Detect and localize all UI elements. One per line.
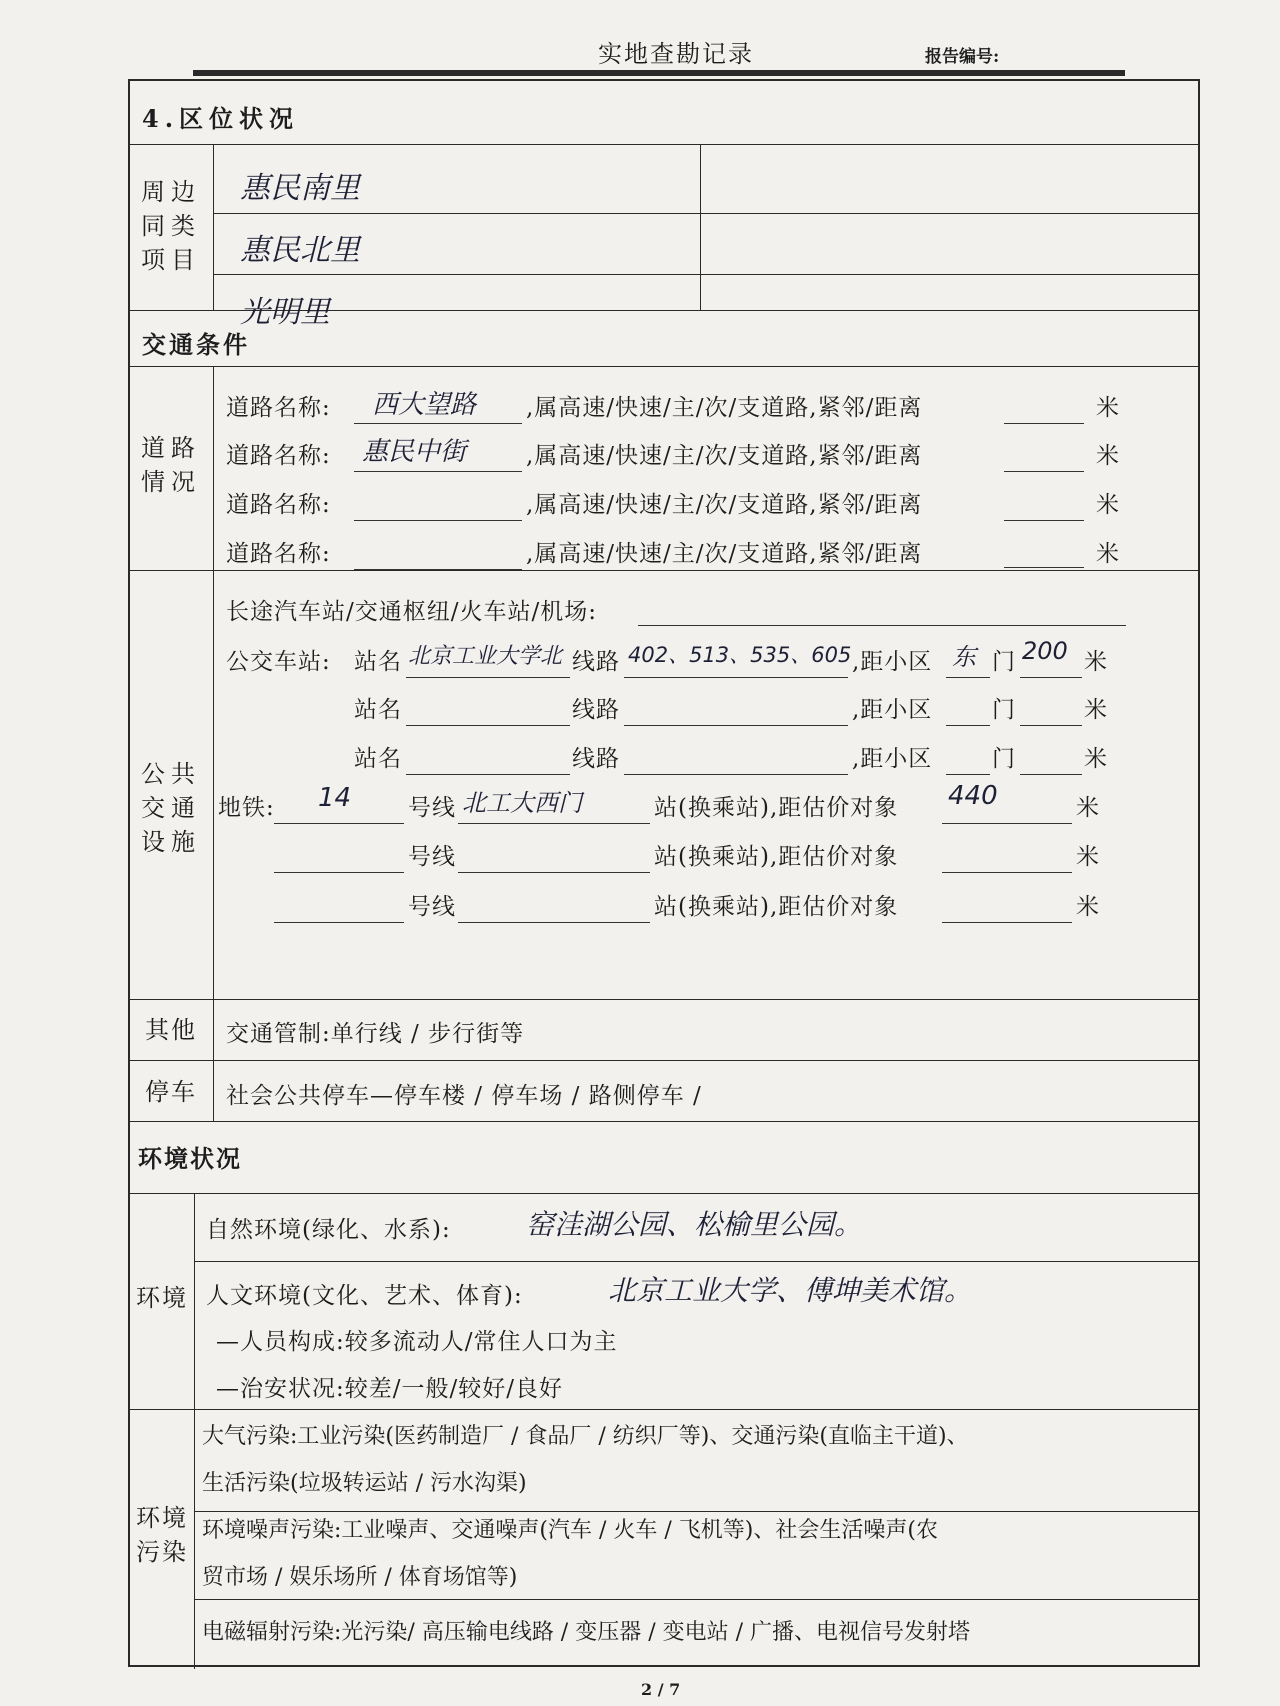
parking-text: 社会公共停车—停车楼 / 停车场 / 路侧停车 / [226, 1083, 702, 1109]
road-type-text: ,属高速/快速/主/次/支道路,紧邻/距离 [526, 492, 923, 518]
distance-underline [1004, 423, 1084, 424]
road-conditions-label: 道路 情况 [141, 434, 201, 496]
road-name-underline [354, 569, 522, 570]
station-transfer-label: 站(换乘站),距估价对象 [654, 795, 899, 821]
bus-gate-value: 东 [952, 643, 976, 671]
environment-label: 环境 [136, 1284, 188, 1312]
noise-pollution-line2: 贸市场 / 娱乐场所 / 体育场馆等) [202, 1565, 518, 1590]
gate-underline [946, 725, 990, 726]
page-number: 2 / 7 [641, 1680, 681, 1699]
line-number-label: 号线 [408, 894, 456, 920]
parking-label: 停车 [145, 1078, 197, 1106]
distance-underline [1004, 471, 1084, 472]
line-number-label: 号线 [408, 844, 456, 870]
road-type-text: ,属高速/快速/主/次/支道路,紧邻/距离 [526, 395, 923, 421]
bus-line-label: 线路 [572, 649, 620, 675]
report-number-label: 报告编号: [925, 47, 1000, 67]
cultural-environment-value: 北京工业大学、傅坤美术馆。 [608, 1274, 973, 1307]
col-divider [213, 999, 214, 1121]
bus-distance-value: 200 [1022, 637, 1068, 665]
subway-line-underline [274, 872, 404, 873]
row-divider [194, 1261, 1198, 1262]
meter-unit: 米 [1084, 746, 1108, 772]
row-divider [194, 1599, 1198, 1600]
similar-project-entry: 惠民北里 [240, 233, 360, 268]
station-transfer-label: 站(换乘站),距估价对象 [654, 844, 899, 870]
other-label: 其他 [145, 1016, 197, 1044]
public-transit-label: 公共 交通 设施 [141, 760, 201, 856]
similar-project-entry: 惠民南里 [240, 171, 360, 206]
pollution-label: 环境 污染 [136, 1504, 188, 1566]
station-name-underline [406, 774, 570, 775]
meter-unit: 米 [1076, 844, 1100, 870]
station-name-underline [406, 677, 570, 678]
road-name-label: 道路名称: [226, 492, 331, 518]
bus-distance-underline [1020, 725, 1082, 726]
row-divider [130, 144, 1198, 145]
road-name-label: 道路名称: [226, 443, 331, 469]
road-name-underline [354, 471, 522, 472]
gate-label: 门 [992, 649, 1016, 675]
row-divider [213, 213, 1198, 214]
road-name-underline [354, 520, 522, 521]
air-pollution-line1: 大气污染:工业污染(医药制造厂 / 食品厂 / 纺织厂等)、交通污染(直临主干道)、 [202, 1424, 969, 1449]
bus-line-underline [624, 677, 848, 678]
row-divider [130, 1193, 1198, 1194]
subway-station-underline [458, 823, 650, 824]
subway-line-value: 14 [318, 783, 352, 813]
row-divider [130, 1060, 1198, 1061]
survey-form [128, 79, 1200, 1667]
distance-to-community-label: ,距小区 [852, 697, 933, 723]
air-pollution-line2: 生活污染(垃圾转运站 / 污水沟渠) [202, 1471, 527, 1496]
bus-station-label: 公交车站: [226, 649, 331, 675]
row-divider [130, 570, 1198, 571]
bus-line-numbers: 402、513、535、605 [628, 643, 852, 667]
security-status: —治安状况:较差/一般/较好/良好 [216, 1376, 563, 1402]
road-name-underline [354, 423, 522, 424]
section-title-location: 4.区位状况 [142, 104, 300, 133]
road-name-value: 西大望路 [372, 390, 477, 420]
meter-unit: 米 [1096, 395, 1120, 421]
subway-station-underline [458, 922, 650, 923]
road-name-value: 惠民中街 [362, 437, 467, 467]
distance-underline [1004, 567, 1084, 568]
distance-to-community-label: ,距小区 [852, 649, 933, 675]
station-name-label: 站名 [354, 746, 402, 772]
meter-unit: 米 [1096, 492, 1120, 518]
bus-line-label: 线路 [572, 746, 620, 772]
subway-line-underline [274, 823, 404, 824]
long-distance-label: 长途汽车站/交通枢纽/火车站/机场: [226, 599, 597, 625]
bus-line-label: 线路 [572, 697, 620, 723]
subway-station-underline [458, 872, 650, 873]
bus-line-underline [624, 725, 848, 726]
meter-unit: 米 [1084, 649, 1108, 675]
gate-underline [946, 774, 990, 775]
gate-label: 门 [992, 746, 1016, 772]
road-name-label: 道路名称: [226, 541, 331, 567]
meter-unit: 米 [1076, 894, 1100, 920]
road-type-text: ,属高速/快速/主/次/支道路,紧邻/距离 [526, 541, 923, 567]
subway-line-underline [274, 922, 404, 923]
row-divider [130, 366, 1198, 367]
traffic-control-text: 交通管制:单行线 / 步行街等 [226, 1021, 525, 1047]
row-divider [130, 1409, 1198, 1410]
electromagnetic-pollution: 电磁辐射污染:光污染/ 高压输电线路 / 变压器 / 变电站 / 广播、电视信号发射塔 [202, 1620, 971, 1645]
bus-distance-underline [1020, 677, 1082, 678]
bus-line-underline [624, 774, 848, 775]
bus-distance-underline [1020, 774, 1082, 775]
road-type-text: ,属高速/快速/主/次/支道路,紧邻/距离 [526, 443, 923, 469]
row-divider [213, 274, 1198, 275]
gate-underline [946, 677, 990, 678]
subway-station-value: 北工大西门 [462, 789, 582, 817]
meter-unit: 米 [1076, 795, 1100, 821]
distance-to-community-label: ,距小区 [852, 746, 933, 772]
population-composition: —人员构成:较多流动人/常住人口为主 [216, 1329, 618, 1355]
natural-environment-value: 窑洼湖公园、松榆里公园。 [526, 1208, 863, 1241]
cultural-environment-label: 人文环境(文化、艺术、体育): [206, 1283, 523, 1309]
station-name-label: 站名 [354, 697, 402, 723]
station-transfer-label: 站(换乘站),距估价对象 [654, 894, 899, 920]
col-divider [213, 144, 214, 310]
col-divider [194, 1193, 195, 1669]
col-divider [213, 366, 214, 999]
similar-projects-label: 周边 同类 项目 [141, 178, 201, 274]
station-name-label: 站名 [354, 649, 402, 675]
section-title-environment: 环境状况 [138, 1144, 242, 1173]
gate-label: 门 [992, 697, 1016, 723]
subway-label: 地铁: [218, 795, 275, 821]
meter-unit: 米 [1096, 541, 1120, 567]
row-divider [194, 1511, 1198, 1512]
header-rule [193, 70, 1125, 76]
row-divider [130, 999, 1198, 1000]
document-title: 实地查勘记录 [598, 40, 754, 68]
subway-distance-underline [942, 922, 1072, 923]
bus-station-name: 北京工业大学北 [408, 644, 563, 669]
station-name-underline [406, 725, 570, 726]
line-number-label: 号线 [408, 795, 456, 821]
long-distance-underline [638, 625, 1126, 626]
similar-project-entry: 光明里 [240, 295, 330, 330]
row-divider [130, 1121, 1198, 1122]
natural-environment-label: 自然环境(绿化、水系): [206, 1217, 451, 1243]
meter-unit: 米 [1096, 443, 1120, 469]
distance-underline [1004, 520, 1084, 521]
section-title-traffic: 交通条件 [142, 330, 250, 359]
col-divider [700, 144, 701, 310]
subway-distance-underline [942, 823, 1072, 824]
subway-distance-underline [942, 872, 1072, 873]
road-name-label: 道路名称: [226, 395, 331, 421]
subway-distance-value: 440 [948, 781, 998, 811]
meter-unit: 米 [1084, 697, 1108, 723]
noise-pollution-line1: 环境噪声污染:工业噪声、交通噪声(汽车 / 火车 / 飞机等)、社会生活噪声(农 [202, 1518, 938, 1543]
